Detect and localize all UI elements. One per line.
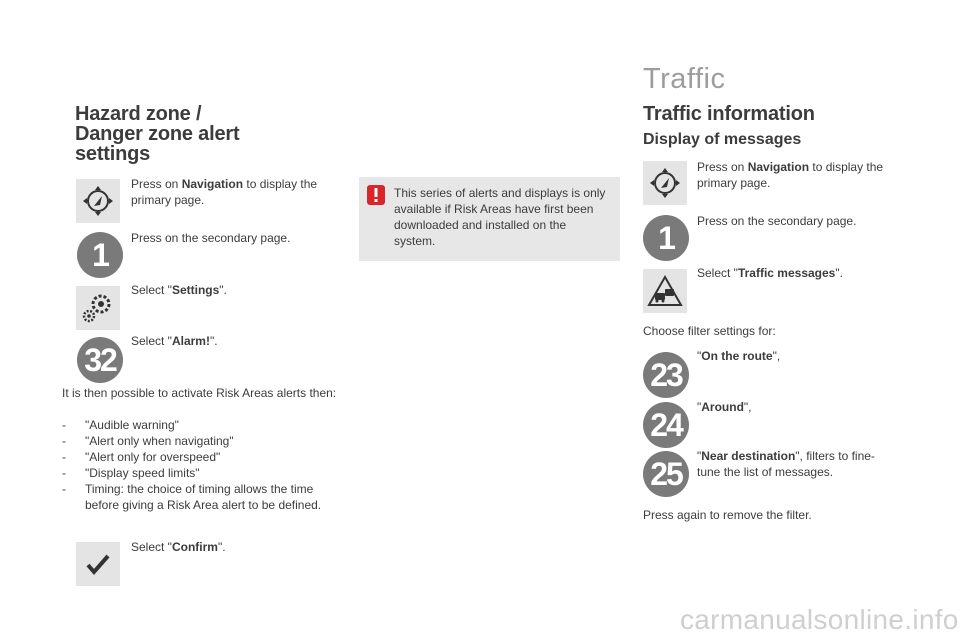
step-badge-23: 23 [643, 352, 689, 398]
filter-around-text: "Around", [697, 400, 752, 414]
list-item: - "Audible warning" [62, 417, 332, 433]
risk-areas-intro: It is then possible to activate Risk Areas alerts then: [62, 386, 337, 400]
list-item: - "Alert only when navigating" [62, 433, 332, 449]
left-step2-text: Press on the secondary page. [131, 231, 291, 245]
step-badge-32: 32 [77, 337, 123, 383]
filter-intro: Choose filter settings for: [643, 324, 776, 338]
traffic-information-title: Traffic information [643, 103, 815, 125]
warning-text: This series of alerts and displays is only available if Risk Areas have first been downloaded and installed on the system. [394, 186, 606, 248]
step-badge-1: 1 [643, 215, 689, 261]
left-step3-text: Select "Settings". [131, 283, 227, 297]
risk-areas-warning-box [359, 177, 620, 261]
press-again-text: Press again to remove the filter. [643, 508, 812, 522]
alert-options-list [62, 417, 332, 513]
right-step2-text: Press on the secondary page. [697, 214, 857, 228]
list-item: - Timing: the choice of timing allows the time before giving a Risk Area alert to be defined. [62, 481, 332, 513]
navigation-dial-icon [76, 179, 120, 223]
list-item: - "Display speed limits" [62, 465, 332, 481]
left-step5-text: Select "Confirm". [131, 540, 226, 554]
left-step4-text: Select "Alarm!". [131, 334, 218, 348]
filter-near-destination-text: "Near destination", filters to fine-tune the list of messages. [697, 449, 875, 479]
step-badge-1: 1 [77, 232, 123, 278]
traffic-section-title: Traffic [643, 63, 726, 95]
traffic-messages-icon [643, 269, 687, 313]
step-badge-25: 25 [643, 451, 689, 497]
right-step1-text: Press on Navigation to display the primary page. [697, 160, 884, 190]
left-step1-text: Press on Navigation to display the primary page. [131, 177, 318, 207]
right-step3-text: Select "Traffic messages". [697, 266, 843, 280]
navigation-dial-icon [643, 161, 687, 205]
filter-on-route-text: "On the route", [697, 349, 781, 363]
list-item: - "Alert only for overspeed" [62, 449, 332, 465]
confirm-check-icon [76, 542, 120, 586]
hazard-zone-title: Hazard zone / Danger zone alert settings [75, 103, 240, 165]
display-messages-subtitle: Display of messages [643, 131, 802, 148]
warning-icon [367, 185, 385, 210]
settings-gear-icon [76, 286, 120, 330]
step-badge-24: 24 [643, 402, 689, 448]
watermark: carmanualsonline.info [680, 604, 959, 635]
